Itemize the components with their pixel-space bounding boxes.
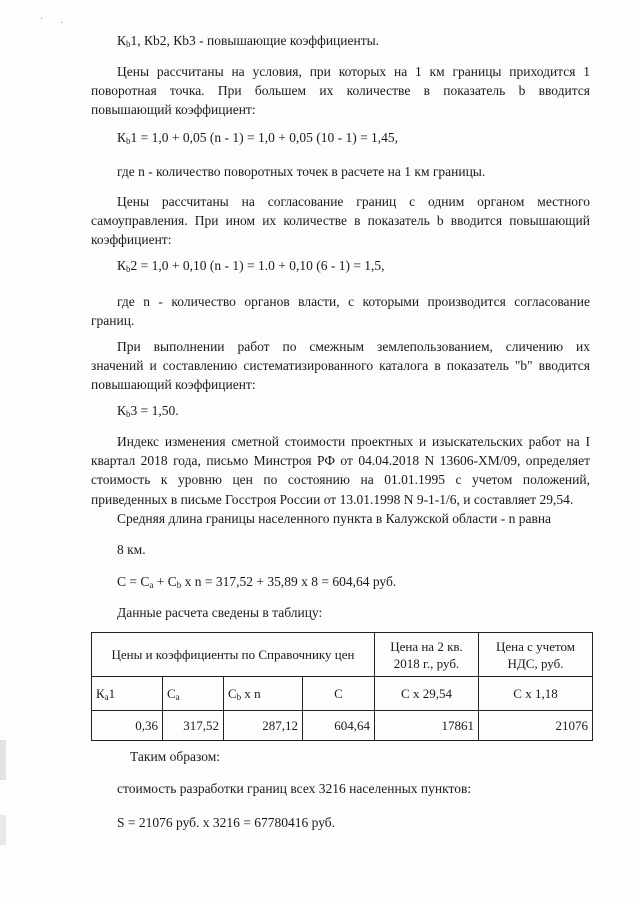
formula-kb1: $К_b1 = 1,0 + 0,05$ (n - 1) = 1,0 + 0,05 (10 - 1) = 1,45, <box>117 130 399 146</box>
cell-c-index: 17861 <box>375 711 479 741</box>
cell-c-vat: 21076 <box>479 711 593 741</box>
cost-text: стоимость разработки границ всех 3216 населенных пунктов: <box>117 781 472 796</box>
conclusion: Таким образом: <box>130 749 221 764</box>
scan-speck: · <box>40 14 44 25</box>
note-turn-points: где n - количество поворотных точек в расчете на 1 км границы. <box>117 164 486 179</box>
table-row <box>92 711 593 741</box>
total-cost-formula: S = 21076 руб. x 3216 = 67780416 руб. <box>117 815 336 830</box>
paragraph-approval: Цены рассчитаны на согласование границ с одним органом местного самоуправления. При ином их количестве в показатель b вводится повышающий коэффициент: <box>91 194 590 248</box>
col-c-vat: С x 1,18 <box>479 677 593 711</box>
cell-cb-n: 287,12 <box>224 711 303 741</box>
price-table <box>91 632 593 741</box>
formula-total-price: $С = С_a + С_b$ x n = 317,52 + 35,89 x 8 = 604,64 руб. <box>117 574 397 590</box>
col-c: С <box>303 677 375 711</box>
boundary-length-value: 8 км. <box>117 542 146 557</box>
col-c-index: С x 29,54 <box>375 677 479 711</box>
formula-kb3: $К_b3 = 1,50$. <box>117 403 179 419</box>
scan-edge-shadow <box>0 740 6 780</box>
scan-edge-shadow <box>0 815 6 845</box>
table-intro: Данные расчета сведены в таблицу: <box>117 605 323 620</box>
cell-ca: 317,52 <box>163 711 224 741</box>
header-vat-price: Цена с учетом НДС, руб. <box>479 633 593 677</box>
table-header-row <box>92 633 593 677</box>
cell-c: 604,64 <box>303 711 375 741</box>
table-columns-row <box>92 677 593 711</box>
header-prices: Цены и коэффициенты по Справочнику цен <box>92 633 375 677</box>
scan-speck: · <box>60 18 64 29</box>
col-ca: $С_a$ <box>163 677 224 711</box>
cell-ka1: 0,36 <box>92 711 163 741</box>
paragraph-adjacent-land: При выполнении работ по смежным землепользованием, сличению их значений и составлению систематизированного каталога в показатель "b" вводится повышающий коэффициент: <box>91 339 590 393</box>
col-cb-n: $С_b$ x n <box>224 677 303 711</box>
paragraph-boundary-length: Средняя длина границы населенного пункта в Калужской области - n равна <box>117 511 552 526</box>
coefficients-list: $К_b1$, Кb2, Кb3 - повышающие коэффициенты. <box>117 33 380 49</box>
formula-kb2: $К_b2 = 1,0 + 0,10$ (n - 1) = 1.0 + 0,10 (6 - 1) = 1,5, <box>117 258 385 274</box>
header-q2-price: Цена на 2 кв. 2018 г., руб. <box>375 633 479 677</box>
paragraph-turn-points: Цены рассчитаны на условия, при которых на 1 км границы приходится 1 поворотная точка. При большем их количестве в показатель b вводится повышающий коэффициент: <box>91 64 590 118</box>
paragraph-authorities: где n - количество органов власти, с которыми производится согласование границ. <box>91 294 590 329</box>
col-ka1: $К_a1$ <box>92 677 163 711</box>
paragraph-index: Индекс изменения сметной стоимости проектных и изыскательских работ на I квартал 2018 года, письмо Минстроя РФ от 04.04.2018 N 13606-ХМ/09, определяет стоимость к уровню цен по состоянию на 01.01.1995 с учетом положений, приведенных в письме Госстроя России от 13.01.1998 N 9-1-1/6, и составляет 29,54. <box>91 434 590 507</box>
